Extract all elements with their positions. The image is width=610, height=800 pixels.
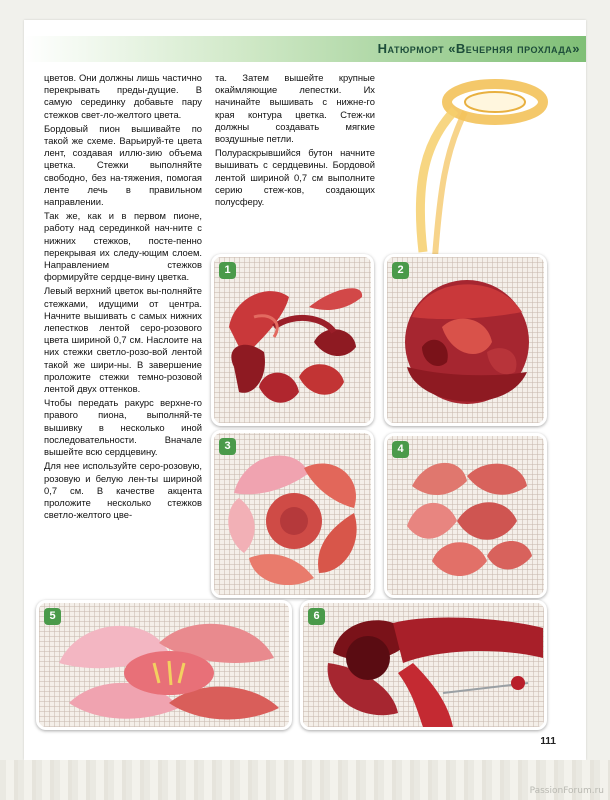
step-number-badge: 4 xyxy=(392,441,409,458)
text-column-left xyxy=(44,72,202,523)
watermark: PassionForum.ru xyxy=(529,786,604,796)
step-number-badge: 3 xyxy=(219,438,236,455)
text-column-right xyxy=(215,72,375,210)
paragraph: Левый верхний цветок вы-полняйте стежками, идущими от центра. Начните вышивать с самых нижних лепестков лентой серо-розового цвета шириной 0,7 см. Наслоите на них стежки светло-розо-вой лентой такой же шири-ны. В завершение проложите стежки темно-розовой лентой двух оттенков. xyxy=(44,285,202,395)
paragraph: Для нее используйте серо-розовую, розовую и белую лен-ты шириной 0,7 см. В качестве акцента проложите несколько стежков светло-желтого цве- xyxy=(44,460,202,521)
step-number-badge: 1 xyxy=(219,262,236,279)
step-number-badge: 5 xyxy=(44,608,61,625)
paragraph: Полураскрывшийся бутон начните вышивать с сердцевины. Бордовой лентой шириной 0,7 см выполните серию стеж-ков, создающих полусферу. xyxy=(215,147,375,208)
step-photo-3 xyxy=(211,430,374,598)
ribbon-spool-image xyxy=(385,72,560,257)
step-number-badge: 2 xyxy=(392,262,409,279)
step-photo-6 xyxy=(300,600,547,730)
paragraph: Так же, как и в первом пионе, работу над серединкой нач-ните с нижних стежков, посте-пенно перекрывая их следу-ющим слоем. Направлением стежков формируйте сердце-вину цветка. xyxy=(44,210,202,283)
page-number: 111 xyxy=(540,736,556,747)
step-photo-5 xyxy=(36,600,292,730)
step-photo-1 xyxy=(211,254,374,426)
paragraph: цветов. Они должны лишь частично перекрывать преды-дущие. В самую серединку добавьте пару стежков свет-ло-желтого цвета. xyxy=(44,72,202,120)
paragraph: Чтобы передать ракурс верхне-го правого пиона, выполняй-те вышивку в несколько иной последовательности. Вначале вышейте всю сердцевину. xyxy=(44,397,202,458)
step-number-badge: 6 xyxy=(308,608,325,625)
step-photo-2 xyxy=(384,254,547,426)
step-photo-4 xyxy=(384,433,547,598)
footer-background xyxy=(0,760,610,800)
page-title: Натюрморт «Вечерняя прохлада» xyxy=(377,41,580,56)
paragraph: та. Затем вышейте крупные окаймляющие лепестки. Их начинайте вышивать с нижне-го края контура цветка. Стеж-ки должны создавать мягкие воздушные петли. xyxy=(215,72,375,145)
paragraph: Бордовый пион вышивайте по такой же схеме. Варьируй-те цвета лент, создавая иллю-зию объема цветка. Стежки выполняйте свободно, без на-тяжения, помогая ленте лечь в правильном направлении. xyxy=(44,122,202,208)
